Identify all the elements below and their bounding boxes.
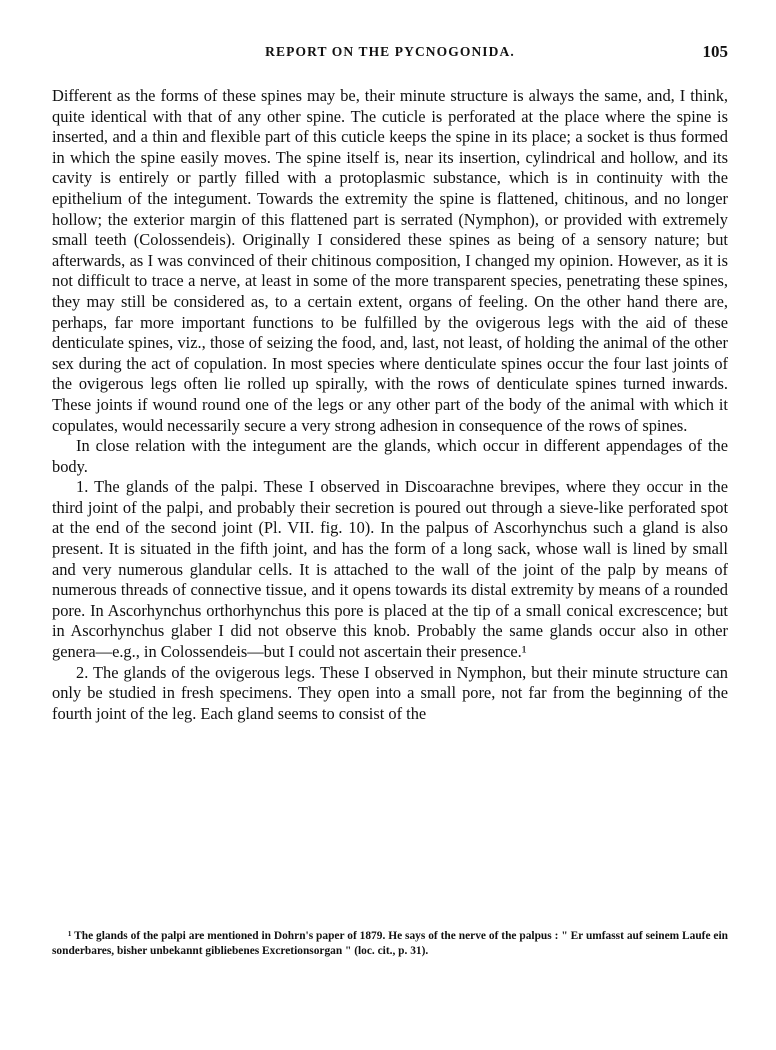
page-number: 105	[702, 42, 728, 61]
paragraph-glands-intro: In close relation with the integument are the glands, which occur in different appendages of the body.	[52, 436, 728, 476]
paragraph-spines: Different as the forms of these spines may be, their minute structure is always the same, and, I think, quite identical with that of any other spine. The cuticle is perforated at the place where the spine is inserted, and a thin and flexible part of this cuticle keeps the spine in its place; a socket is thus formed in which the spine easily moves. The spine itself is, near its insertion, cylindrical and hollow, and its cavity is entirely or partly filled with a protoplasmic substance, which is in continuity with the epithelium of the integument. Towards the extremity the spine is flattened, chitinous, and no longer hollow; the exterior margin of this flattened part is serrated (Nymphon), or provided with extremely small teeth (Colossendeis). Originally I considered these spines as being of a sensory nature; but afterwards, as I was convinced of their chitinous composition, I changed my opinion. However, as it is not difficult to trace a nerve, at least in some of the more transparent species, penetrating these spines, they may still be considered as, to a certain extent, organs of feeling. On the other hand there are, perhaps, far more important functions to be fulfilled by the ovigerous legs with the aid of these denticulate spines, viz., those of seizing the food, and, last, not least, of holding the animal of the other sex during the act of copulation. In most species where denticulate spines occur the four last joints of the ovigerous legs often lie rolled up spirally, with the rows of denticulate spines turned inwards. These joints if wound round one of the legs or any other part of the body of the animal with which it copulates, would necessarily secure a very strong adhesion in consequence of the rows of spines.	[52, 86, 728, 435]
paragraph-glands-palpi: 1. The glands of the palpi. These I observed in Discoarachne brevipes, where they occur in the third joint of the palpi, and probably their secretion is poured out through a sieve-like perforated spot at the end of the second joint (Pl. VII. fig. 10). In the palpus of Ascorhynchus such a gland is also present. It is situated in the fifth joint, and has the form of a long sack, whose wall is lined by small and very numerous glandular cells. It is attached to the wall of the joint of the palp by means of numerous threads of connective tissue, and it opens towards its distal extremity by means of a rounded pore. In Ascorhynchus orthorhynchus this pore is placed at the tip of a small conical excrescence; but in Ascorhynchus glaber I did not observe this knob. Probably the same glands occur also in other genera—e.g., in Colossendeis—but I could not ascertain their presence.¹	[52, 477, 728, 662]
paragraph-glands-ovigerous-legs: 2. The glands of the ovigerous legs. These I observed in Nymphon, but their minute structure can only be studied in fresh specimens. They open into a small pore, not far from the beginning of the fourth joint of the leg. Each gland seems to consist of the	[52, 662, 728, 723]
footnotes	[52, 929, 728, 959]
footnote-1: ¹ The glands of the palpi are mentioned in Dohrn's paper of 1879. He says of the nerve of the palpus : " Er umfasst auf seinem Laufe ein sonderbares, bisher unbekannt gibliebenes Excretionsorgan " (loc. cit., p. 31).	[52, 930, 728, 957]
body-text	[52, 86, 728, 724]
running-title: REPORT ON THE PYCNOGONIDA.	[265, 44, 515, 59]
page-header	[52, 44, 728, 64]
